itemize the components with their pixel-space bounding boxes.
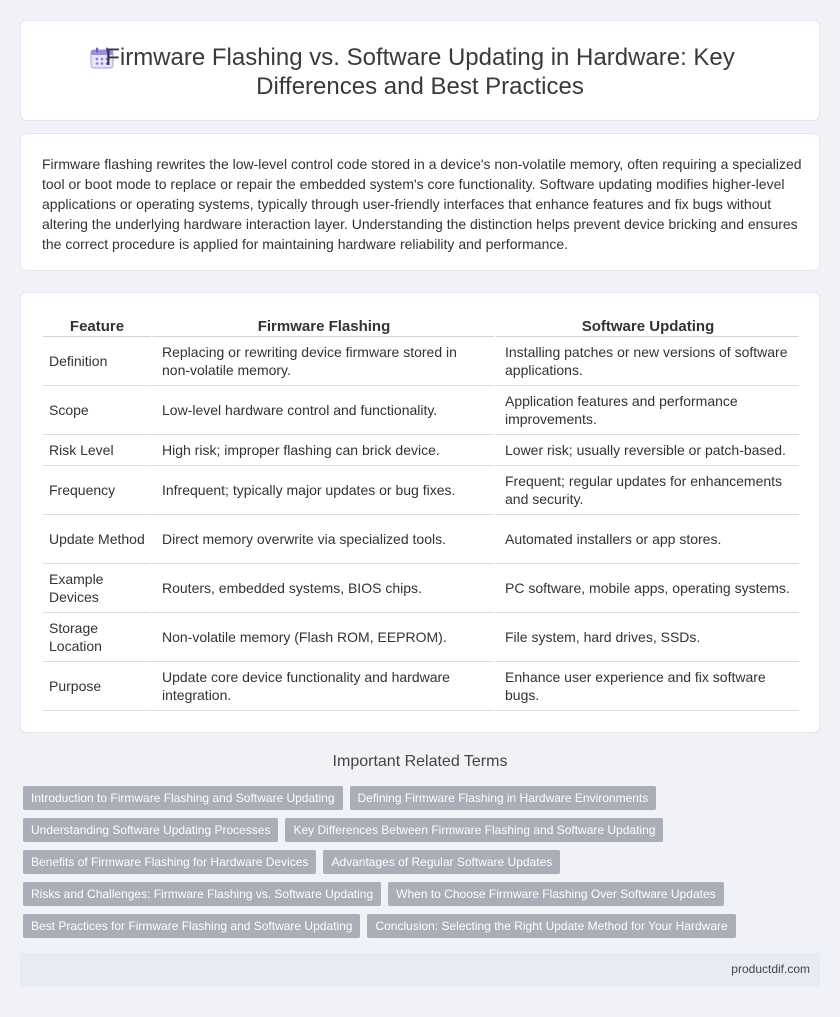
table-row — [43, 662, 799, 711]
intro-card — [20, 133, 820, 271]
software-cell: File system, hard drives, SSDs. — [494, 613, 799, 662]
firmware-cell: Replacing or rewriting device firmware stored in non-volatile memory. — [151, 337, 494, 386]
table-header-row — [43, 315, 799, 337]
software-cell: Frequent; regular updates for enhancements and security. — [494, 466, 799, 515]
related-term-tag[interactable]: Introduction to Firmware Flashing and Software Updating — [23, 786, 343, 810]
firmware-cell: High risk; improper flashing can brick device. — [151, 435, 494, 466]
firmware-cell: Low-level hardware control and functionality. — [151, 386, 494, 435]
header-software-updating: Software Updating — [494, 315, 799, 337]
table-row — [43, 337, 799, 386]
software-cell: Lower risk; usually reversible or patch-based. — [494, 435, 799, 466]
table-row — [43, 564, 799, 613]
table-row — [43, 386, 799, 435]
firmware-cell: Update core device functionality and hardware integration. — [151, 662, 494, 711]
firmware-cell: Direct memory overwrite via specialized tools. — [151, 515, 494, 564]
feature-cell: Update Method — [43, 515, 151, 564]
feature-cell: Purpose — [43, 662, 151, 711]
feature-cell: Storage Location — [43, 613, 151, 662]
related-term-tag[interactable]: When to Choose Firmware Flashing Over Software Updates — [388, 882, 723, 906]
table-row — [43, 613, 799, 662]
header-card — [20, 20, 820, 121]
related-term-tag[interactable]: Key Differences Between Firmware Flashing and Software Updating — [285, 818, 663, 842]
footer — [20, 953, 820, 986]
feature-cell: Example Devices — [43, 564, 151, 613]
firmware-cell: Non-volatile memory (Flash ROM, EEPROM). — [151, 613, 494, 662]
related-term-tag[interactable]: Best Practices for Firmware Flashing and Software Updating — [23, 914, 360, 938]
table-row — [43, 435, 799, 466]
firmware-cell: Routers, embedded systems, BIOS chips. — [151, 564, 494, 613]
feature-cell: Risk Level — [43, 435, 151, 466]
site-name[interactable]: productdif.com — [731, 962, 810, 976]
firmware-cell: Infrequent; typically major updates or bug fixes. — [151, 466, 494, 515]
related-terms-list — [23, 786, 813, 946]
header-feature: Feature — [43, 315, 151, 337]
related-term-tag[interactable]: Risks and Challenges: Firmware Flashing vs. Software Updating — [23, 882, 381, 906]
software-cell: Application features and performance improvements. — [494, 386, 799, 435]
feature-cell: Scope — [43, 386, 151, 435]
software-cell: Automated installers or app stores. — [494, 515, 799, 564]
table-row — [43, 515, 799, 564]
software-cell: Enhance user experience and fix software bugs. — [494, 662, 799, 711]
intro-text: Firmware flashing rewrites the low-level control code stored in a device's non-volatile memory, often requiring a specialized tool or boot mode to replace or repair the embedded system's core functionality. Software updating modifies higher-level applications or operating systems, typically through user-friendly interfaces that enhance features and fix bugs without altering the underlying hardware interaction layer. Understanding the distinction helps prevent device bricking and ensures the correct procedure is applied for maintaining hardware reliability and performance. — [42, 156, 802, 252]
comparison-table — [43, 315, 799, 711]
related-term-tag[interactable]: Understanding Software Updating Processes — [23, 818, 278, 842]
header-firmware-flashing: Firmware Flashing — [151, 315, 494, 337]
software-cell: Installing patches or new versions of software applications. — [494, 337, 799, 386]
software-cell: PC software, mobile apps, operating systems. — [494, 564, 799, 613]
related-term-tag[interactable]: Benefits of Firmware Flashing for Hardware Devices — [23, 850, 316, 874]
related-term-tag[interactable]: Advantages of Regular Software Updates — [323, 850, 560, 874]
related-term-tag[interactable]: Conclusion: Selecting the Right Update Method for Your Hardware — [367, 914, 735, 938]
page-title: Firmware Flashing vs. Software Updating in Hardware: Key Differences and Best Practices — [105, 44, 735, 100]
related-term-tag[interactable]: Defining Firmware Flashing in Hardware Environments — [350, 786, 657, 810]
related-terms-title: Important Related Terms — [332, 753, 508, 770]
comparison-card — [20, 292, 820, 733]
table-row — [43, 466, 799, 515]
feature-cell: Frequency — [43, 466, 151, 515]
feature-cell: Definition — [43, 337, 151, 386]
